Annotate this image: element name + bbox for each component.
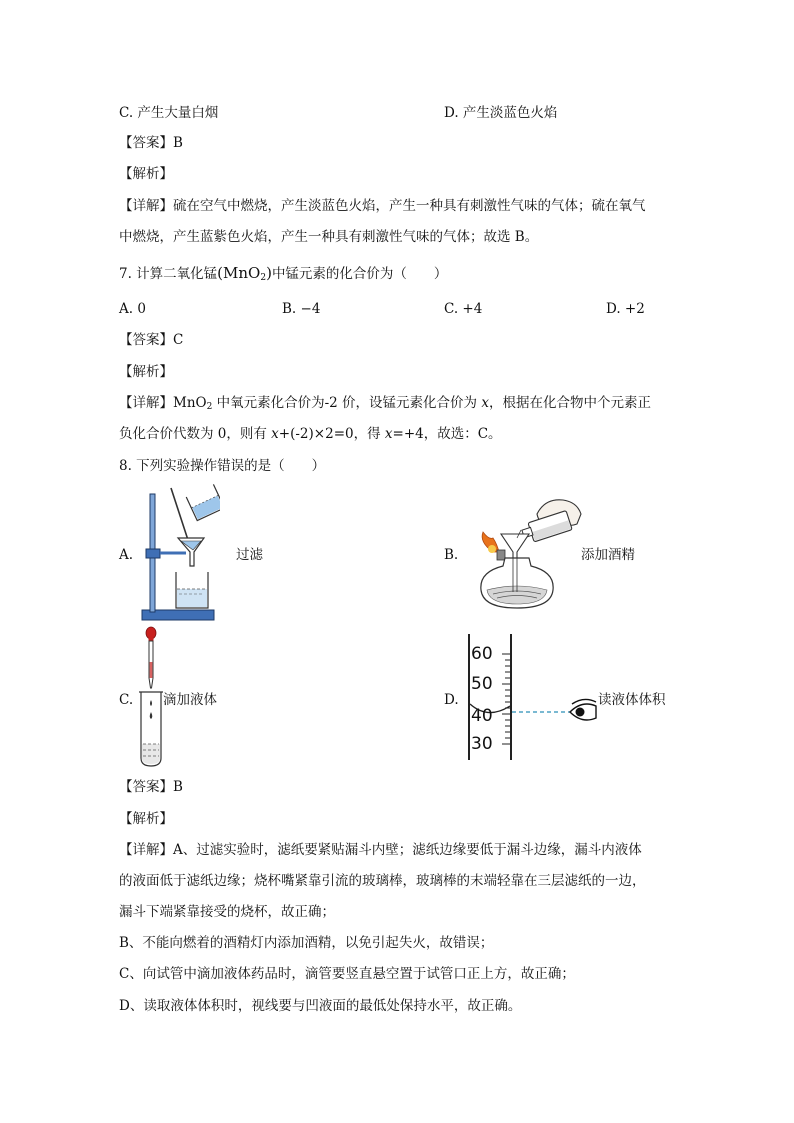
- q7-option-b: B. −4: [282, 301, 321, 317]
- q7-detail1-b: 中氧元素化合价为-2 价，设锰元素化合价为: [212, 395, 482, 411]
- q8-detail-line4: B、不能向燃着的酒精灯内添加酒精，以免引起失火，故错误；: [119, 935, 494, 951]
- q8-detail-line6: D、读取液体体积时，视线要与凹液面的最低处保持水平，故正确。: [119, 998, 522, 1014]
- cylinder-tick-40: 40: [471, 706, 493, 726]
- q8-analysis: 【解析】: [119, 811, 173, 827]
- q7-detail-line1: [119, 393, 651, 413]
- q8-detail-line2: 的液面低于滤纸边缘；烧杯嘴紧靠引流的玻璃棒，玻璃棒的末端轻靠在三层滤纸的一边，: [119, 873, 646, 889]
- q8-option-a-letter: A.: [119, 547, 134, 563]
- q7-detail-line2: [119, 424, 502, 444]
- q7-analysis: 【解析】: [119, 364, 173, 380]
- q8-option-b-label: 添加酒精: [581, 547, 635, 563]
- q7-detail1-c: ，根据在化合物中个元素正: [488, 395, 651, 411]
- q8-option-d-letter: D.: [444, 692, 459, 708]
- q8-option-c-letter: C.: [119, 692, 134, 708]
- q7-stem-suffix: 中锰元素的化合价为（ ）: [271, 266, 448, 282]
- q8-detail-line5: C、向试管中滴加液体药品时，滴管要竖直悬空置于试管口正上方，故正确；: [119, 966, 575, 982]
- eye-icon: [570, 699, 596, 720]
- q6-detail-line1: 【详解】硫在空气中燃烧，产生淡蓝色火焰，产生一种具有刺激性气味的气体；硫在氧气: [119, 198, 646, 214]
- q8-option-d-label: 读液体体积: [598, 692, 666, 708]
- q6-analysis: 【解析】: [119, 166, 173, 182]
- dropper-and-test-tube-figure: [138, 626, 164, 768]
- q7-answer: 【答案】C: [119, 332, 184, 348]
- q7-stem: [119, 263, 447, 284]
- q7-formula-sub: 2: [260, 273, 267, 283]
- q7-option-c: C. +4: [444, 301, 483, 317]
- alcohol-lamp-figure: [459, 494, 583, 612]
- q7-detail2-a: 负化合价代数为 0，则有: [119, 426, 272, 442]
- q8-option-c-label: 滴加液体: [163, 692, 217, 708]
- q6-answer: 【答案】B: [119, 135, 183, 151]
- q7-detail1-var: x: [481, 395, 489, 411]
- q6-option-c: C. 产生大量白烟: [119, 105, 219, 121]
- graduated-cylinder-figure: [466, 634, 514, 762]
- q8-answer: 【答案】B: [119, 779, 183, 795]
- cylinder-tick-30: 30: [471, 734, 493, 754]
- q7-stem-prefix: 7. 计算二氧化锰: [119, 266, 218, 282]
- cylinder-tick-50: 50: [471, 674, 493, 694]
- q6-option-d: D. 产生淡蓝色火焰: [444, 105, 558, 121]
- q7-detail2-b: +(-2)×2=0，得: [278, 426, 385, 442]
- q7-detail1-sub: 2: [206, 402, 213, 412]
- cylinder-tick-60: 60: [471, 644, 493, 664]
- q7-detail2-c: =+4，故选：C。: [392, 426, 502, 442]
- q8-option-a-label: 过滤: [236, 547, 263, 563]
- q8-stem: 8. 下列实验操作错误的是（ ）: [119, 458, 326, 474]
- q7-formula-close: ): [266, 264, 272, 282]
- filtration-apparatus-figure: [138, 482, 220, 624]
- q7-option-a: A. 0: [119, 301, 146, 317]
- q7-formula: [217, 264, 272, 282]
- q7-detail2-var1: x: [271, 426, 279, 442]
- q8-detail-line1: 【详解】A、过滤实验时，滤纸要紧贴漏斗内壁；滤纸边缘要低于漏斗边缘，漏斗内液体: [119, 842, 642, 858]
- q7-formula-open: (MnO: [217, 264, 261, 282]
- q8-option-b-letter: B.: [444, 547, 459, 563]
- q6-detail-line2: 中燃烧，产生蓝紫色火焰，产生一种具有刺激性气味的气体；故选 B。: [119, 229, 539, 245]
- q7-detail1-a: 【详解】MnO: [119, 395, 207, 411]
- q8-detail-line3: 漏斗下端紧靠接受的烧杯，故正确；: [119, 904, 335, 920]
- q7-detail2-var2: x: [384, 426, 393, 442]
- sight-line-and-eye-figure: [512, 696, 598, 726]
- q7-option-d: D. +2: [606, 301, 645, 317]
